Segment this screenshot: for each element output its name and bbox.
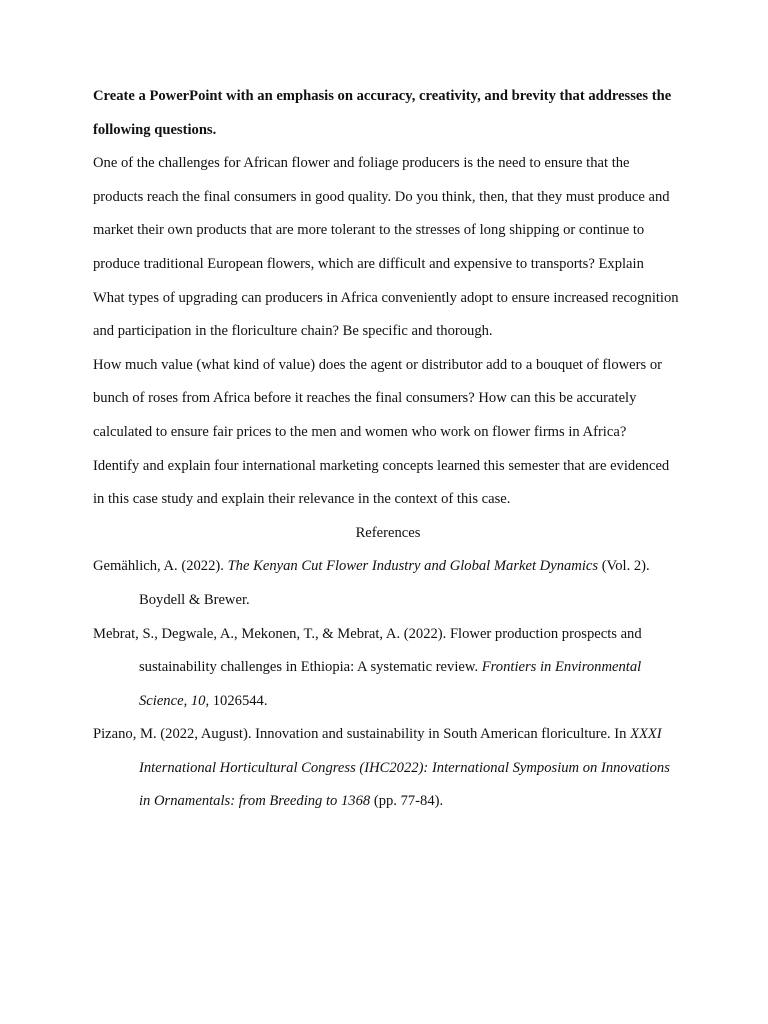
reference-1: [93, 550, 683, 617]
question-3: How much value (what kind of value) does the agent or distributor add to a bouquet of flowers or bunch of roses from Africa before it reaches the final consumers? How can this be accurately calculated to ensure fair prices to the men and women who work on flower firms in Africa?: [93, 356, 663, 440]
question-2: What types of upgrading can producers in Africa conveniently adopt to ensure increased recognition and participation in the floriculture chain? Be specific and thorough.: [93, 289, 679, 340]
reference-3: [93, 718, 683, 819]
reference-3-proceedings: XXXI International Horticultural Congress (IHC2022): International Symposium on Innovations in Ornamentals: from Breeding to 1368: [139, 726, 670, 810]
document-body: [93, 80, 683, 819]
reference-2-authors: Mebrat, S., Degwale, A., Mekonen, T., & Mebrat, A. (2022). Flower production prospects and sustainability challenges in Ethiopia: A systematic review.: [93, 625, 642, 676]
question-1: One of the challenges for African flower and foliage producers is the need to ensure that the products reach the final consumers in good quality. Do you think, then, that they must produce and market their own products that are more tolerant to the stresses of long shipping or continue to produce traditional European flowers, which are difficult and expensive to transports? Explain: [93, 155, 670, 272]
reference-2: [93, 618, 683, 719]
reference-3-pages: (pp. 77-84).: [370, 793, 444, 810]
question-4: Identify and explain four international marketing concepts learned this semester that are evidenced in this case study and explain their relevance in the context of this case.: [93, 457, 670, 508]
reference-2-volume: 10: [190, 692, 206, 709]
reference-2-journal: Frontiers in Environmental Science: [139, 659, 642, 709]
reference-2-article-number: , 1026544.: [205, 692, 268, 709]
reference-3-authors: Pizano, M. (2022, August). Innovation and sustainability in South American floriculture. In: [93, 726, 631, 743]
reference-1-authors: Gemählich, A. (2022).: [93, 558, 228, 575]
reference-1-title: The Kenyan Cut Flower Industry and Global Market Dynamics: [227, 558, 599, 575]
assignment-instructions: Create a PowerPoint with an emphasis on accuracy, creativity, and brevity that addresses the following questions.: [93, 88, 672, 138]
references-heading: References: [355, 524, 421, 541]
reference-2-separator: ,: [183, 692, 191, 709]
reference-1-publisher: (Vol. 2). Boydell & Brewer.: [139, 558, 650, 608]
